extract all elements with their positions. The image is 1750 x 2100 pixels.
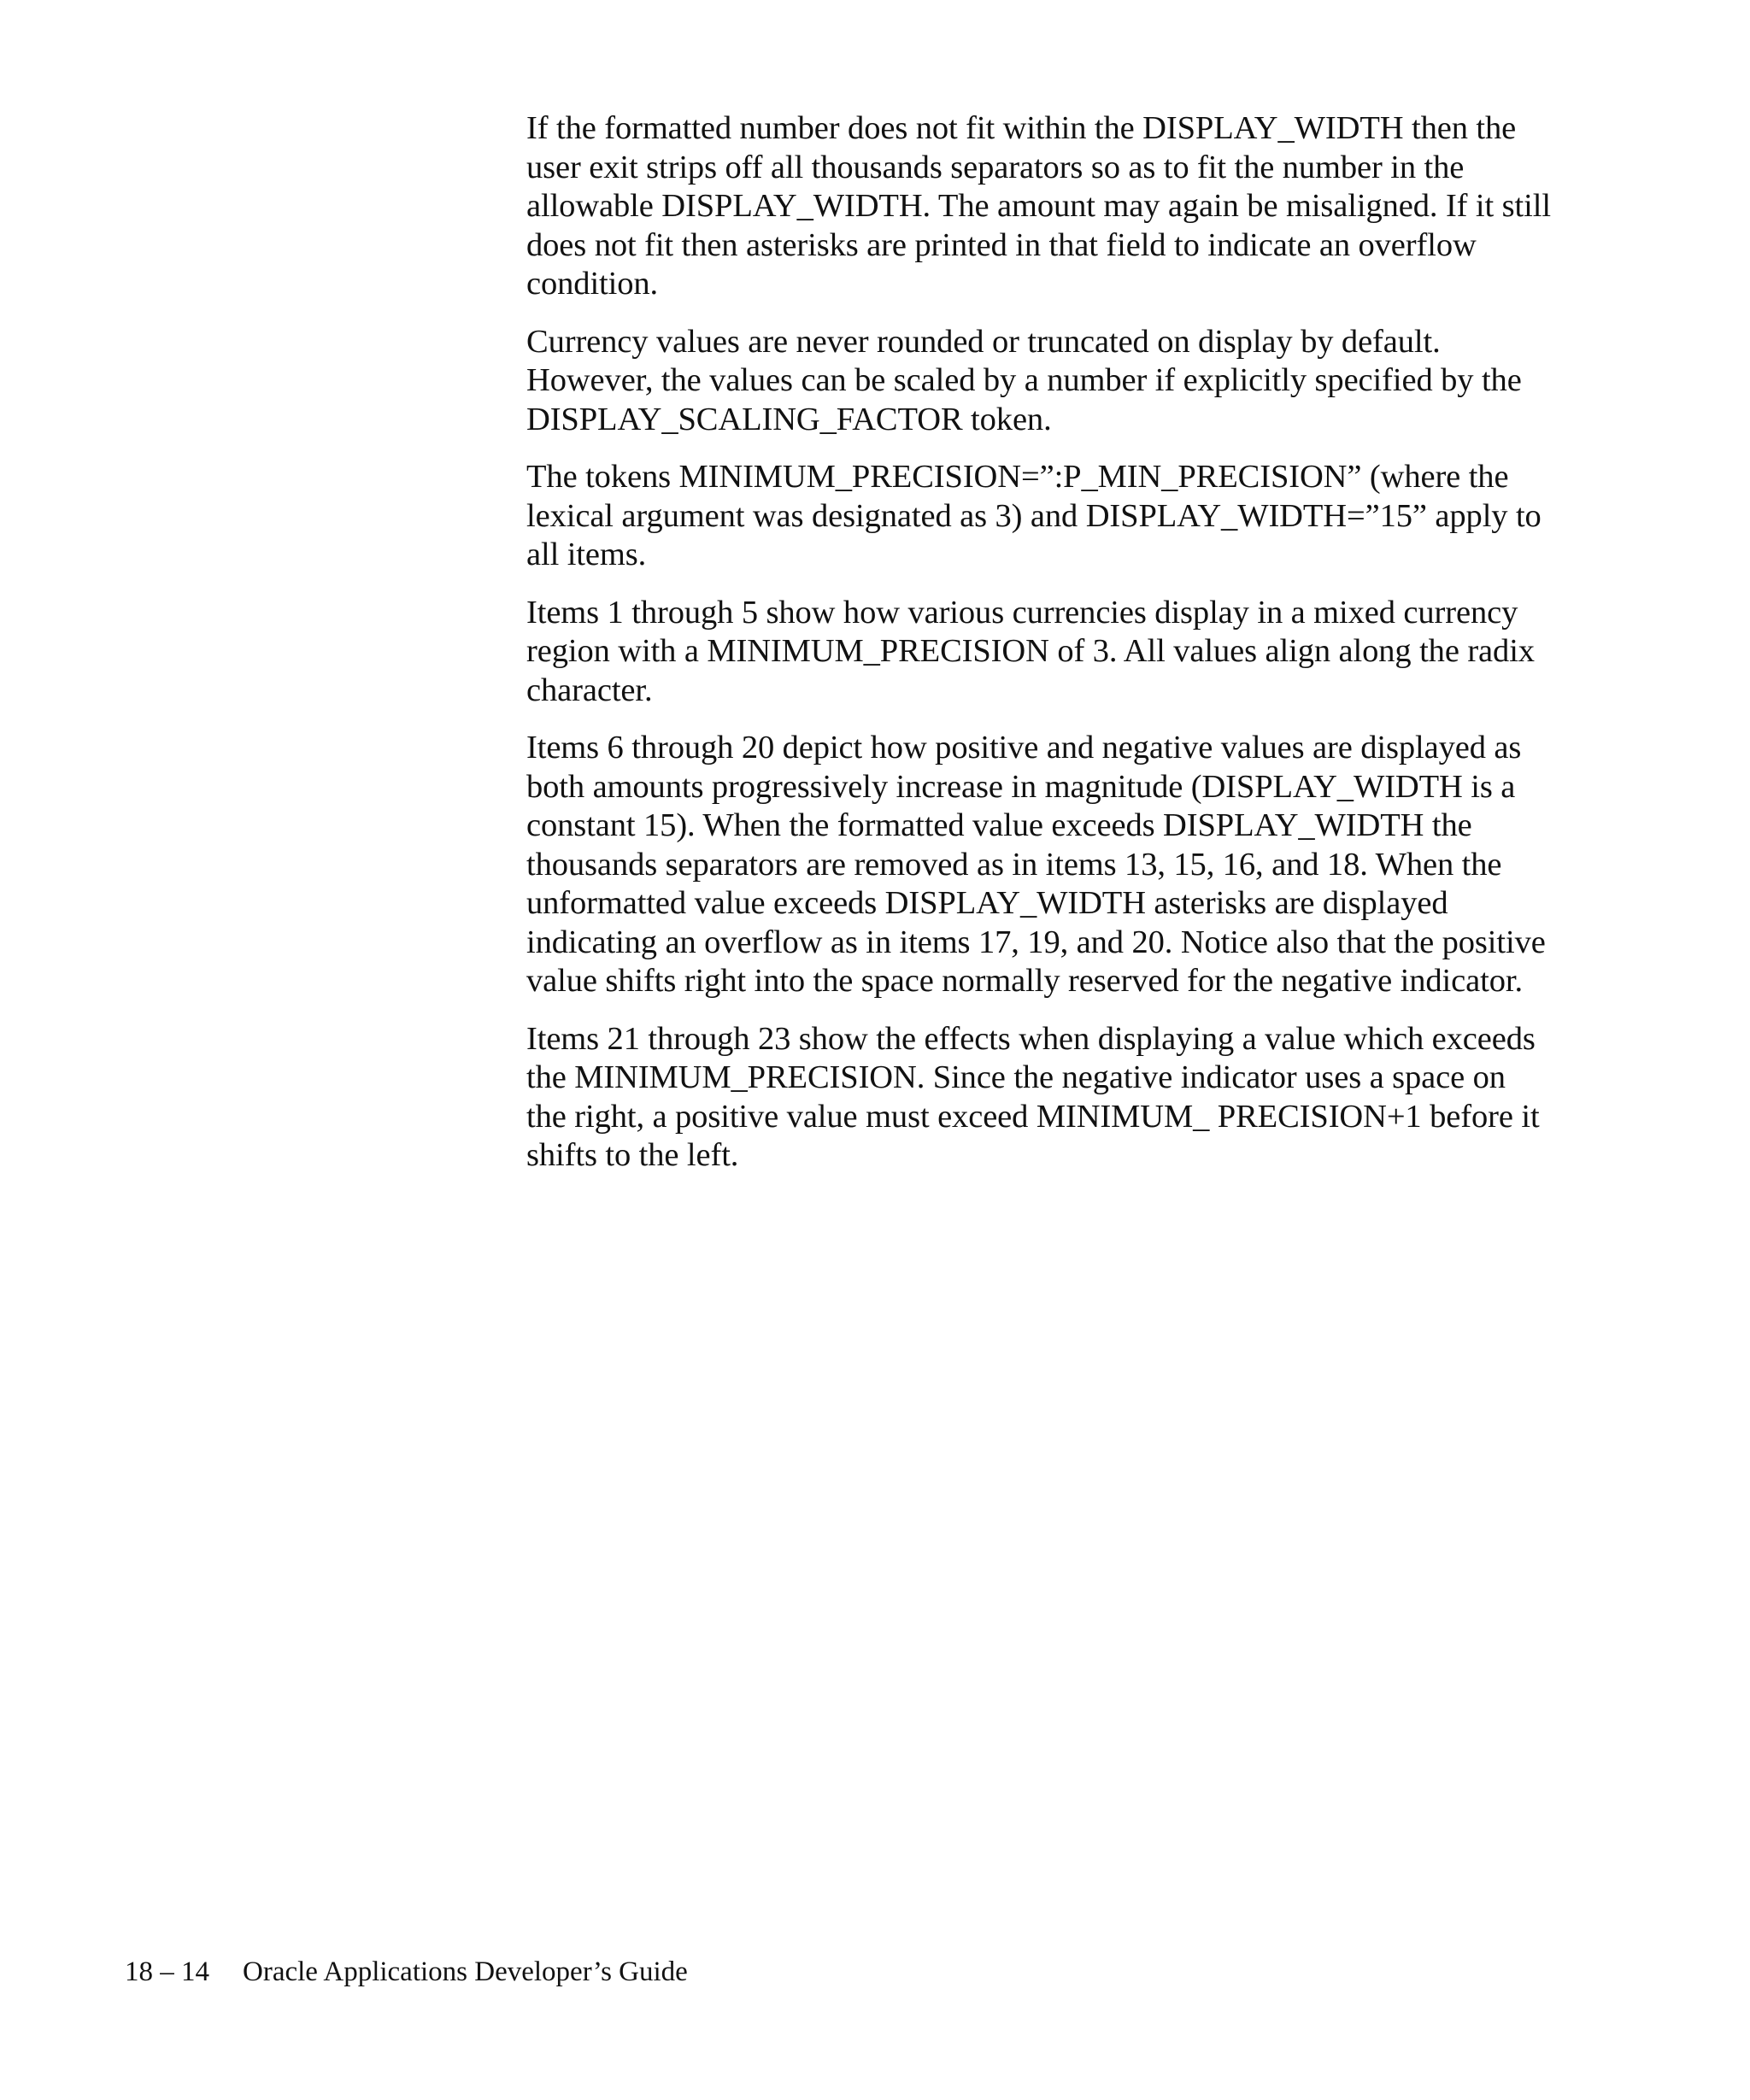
paragraph-scaling: Currency values are never rounded or truncated on display by default. However, the values can be scaled by a number if explicitly specified by the DISPLAY_SCALING_FACTOR token. — [526, 323, 1522, 437]
body-text — [526, 109, 1552, 1176]
paragraph-items-1-5: Items 1 through 5 show how various currencies display in a mixed currency region with a MINIMUM_PRECISION of 3. All values align along the radix character. — [526, 594, 1535, 708]
paragraph-tokens: The tokens MINIMUM_PRECISION=”:P_MIN_PRECISION” (where the lexical argument was designated as 3) and DISPLAY_WIDTH=”15” apply to all items. — [526, 459, 1542, 572]
paragraph-items-6-20: Items 6 through 20 depict how positive and negative values are displayed as both amounts progressively increase in magnitude (DISPLAY_WIDTH is a constant 15). When the formatted value exceeds DISPLAY_WIDTH the thousands separators are removed as in items 13, 15, 16, and 18. When the unformatted value exceeds DISPLAY_WIDTH asterisks are displayed indicating an overflow as in items 17, 19, and 20. Notice also that the positive value shifts right into the space normally reserved for the negative indicator. — [526, 730, 1546, 999]
book-title: Oracle Applications Developer’s Guide — [243, 1956, 688, 1987]
paragraph-overflow: If the formatted number does not fit within the DISPLAY_WIDTH then the user exit strips off all thousands separators so as to fit the number in the allowable DISPLAY_WIDTH. The amount may again be misaligned. If it still does not fit then asterisks are printed in that field to indicate an overflow condition. — [526, 110, 1551, 302]
page-number: 18 – 14 — [125, 1956, 209, 1987]
paragraph-items-21-23: Items 21 through 23 show the effects when displaying a value which exceeds the MINIMUM_PRECISION. Since the negative indicator uses a space on the right, a positive value must exceed MINIMUM_ PRECISION+1 before it shifts to the left. — [526, 1020, 1540, 1173]
page-footer — [125, 1955, 688, 1989]
